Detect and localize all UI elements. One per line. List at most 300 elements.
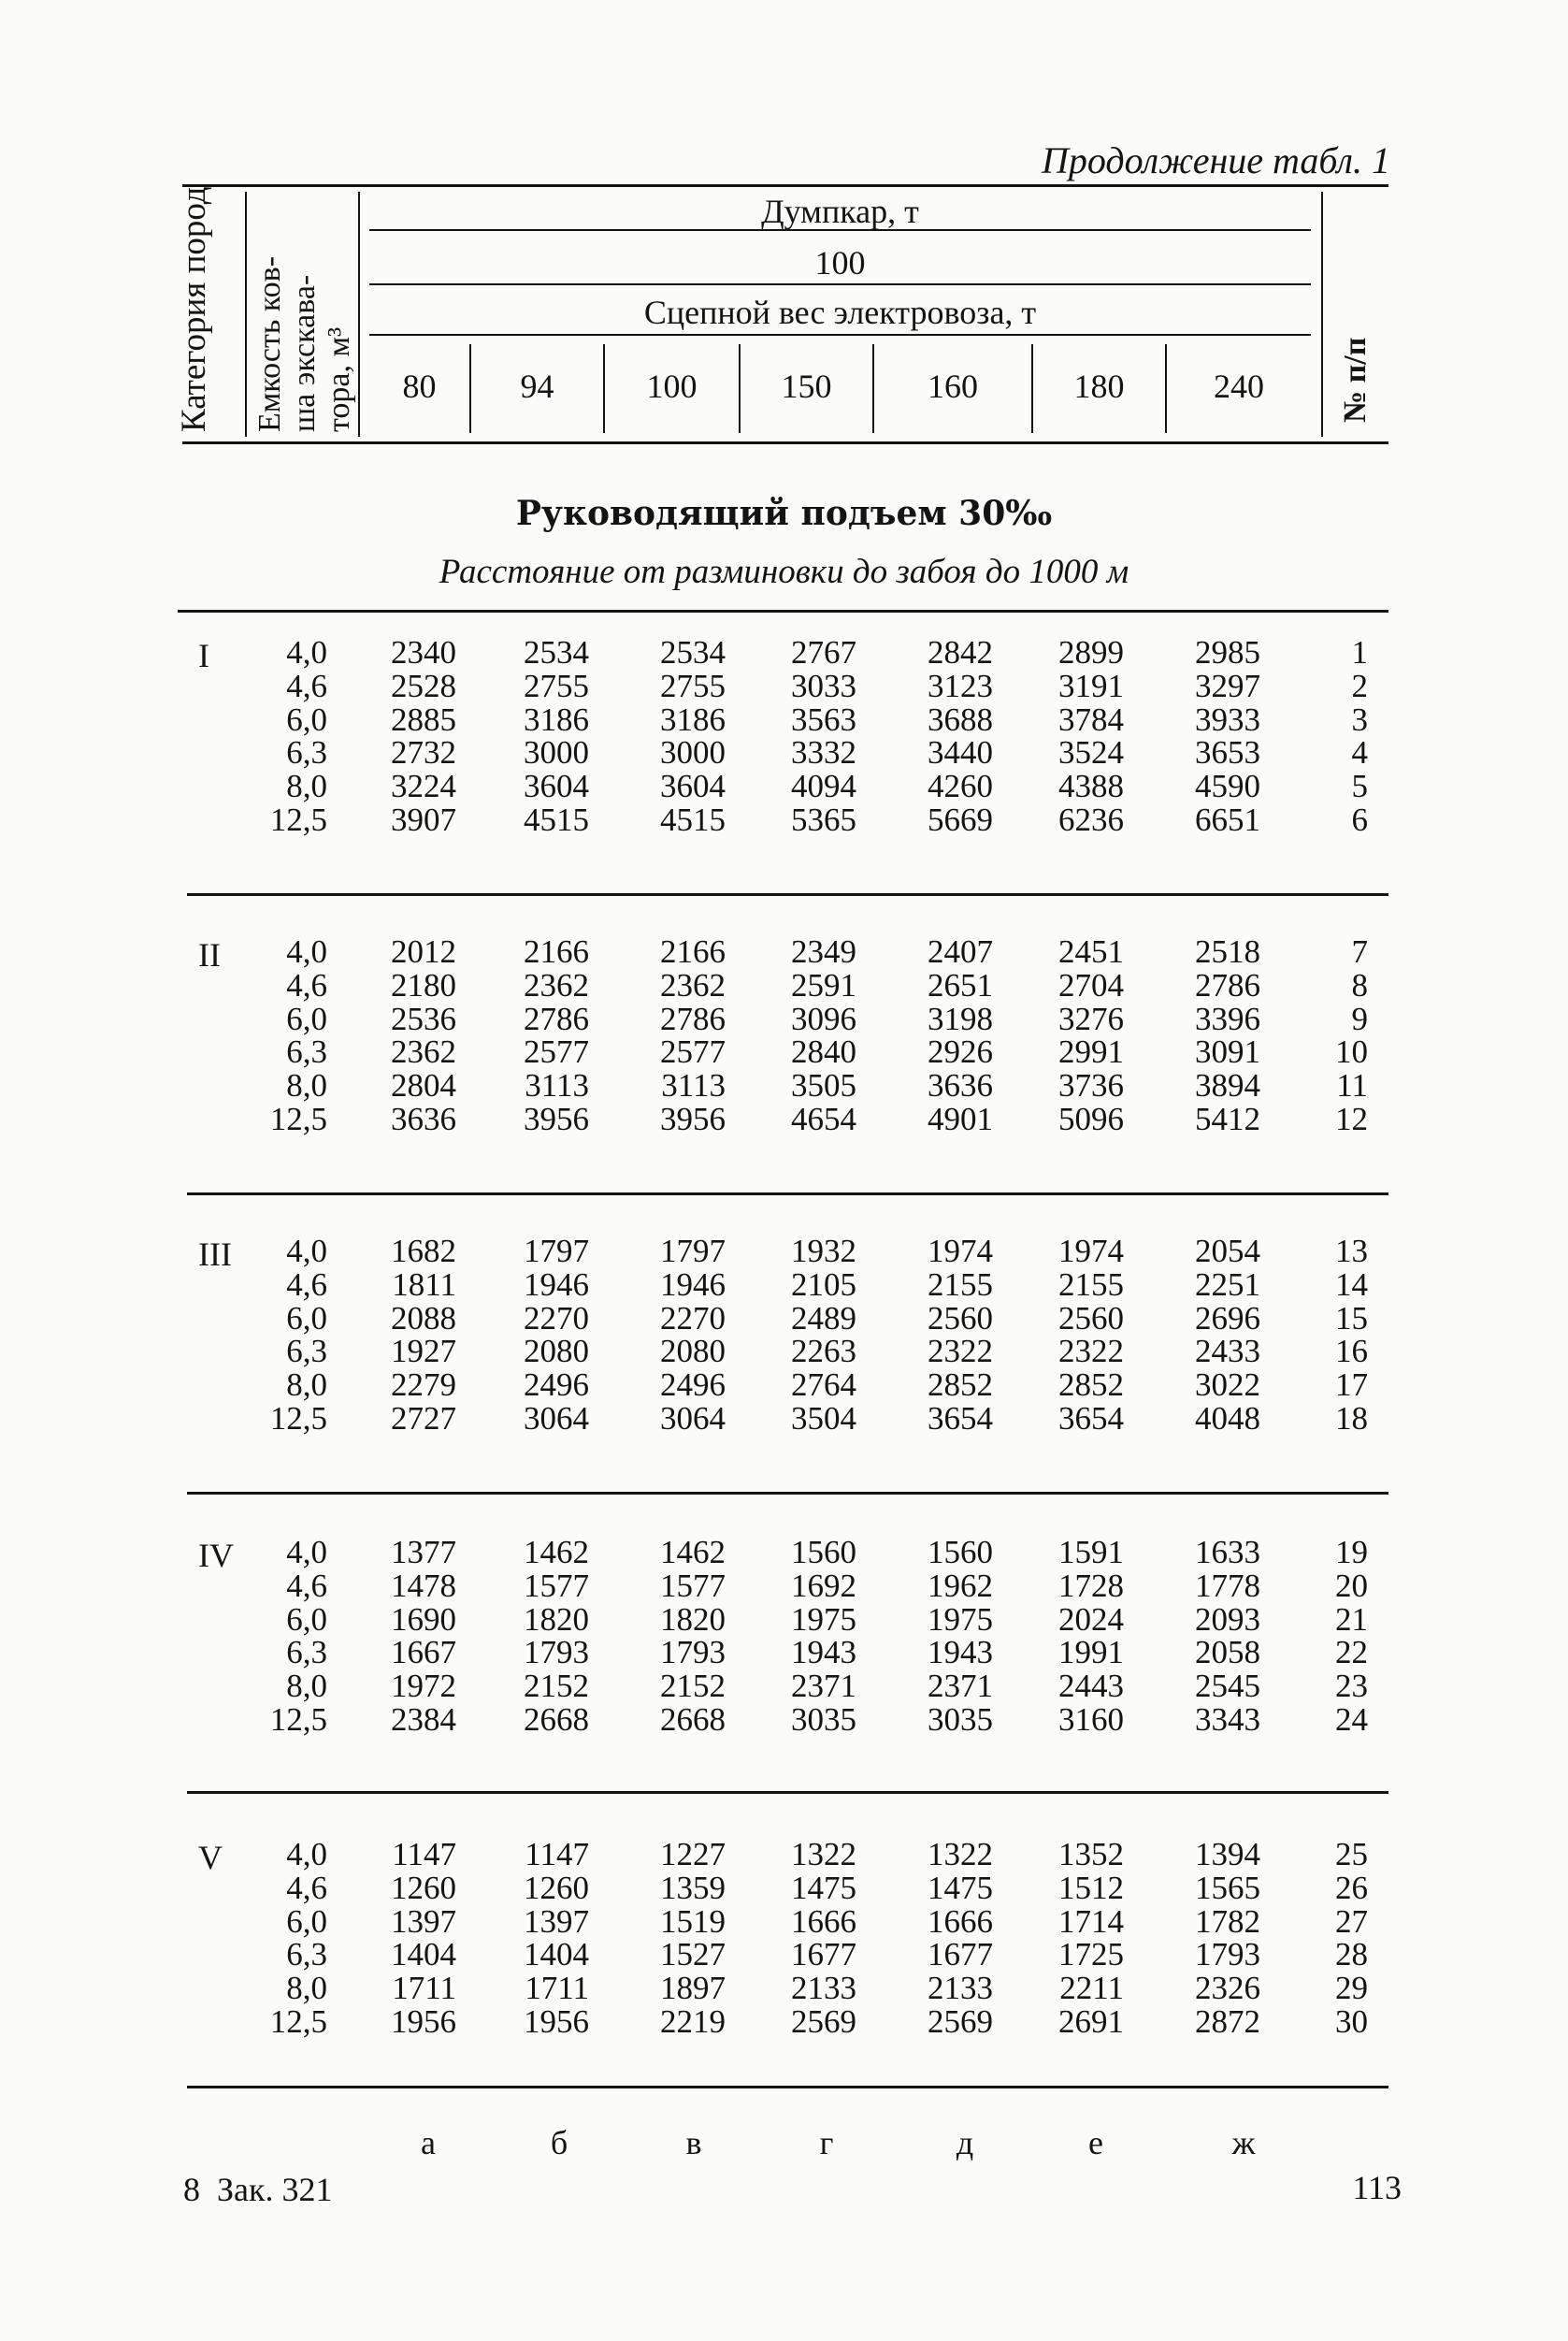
value-cell: 1227 xyxy=(660,1836,726,1872)
value-cell: 1633 xyxy=(1195,1534,1260,1570)
header-category: Категория пород xyxy=(175,186,213,432)
value-cell: 1560 xyxy=(928,1534,993,1570)
value-cell: 2591 xyxy=(791,966,856,1004)
value-cell: 1811 xyxy=(392,1265,456,1303)
value-cell: 2755 xyxy=(660,667,726,704)
capacity-cell: 8,0 xyxy=(286,1668,327,1705)
value-cell: 4515 xyxy=(524,802,589,838)
value-cell: 4260 xyxy=(928,768,993,805)
value-cell: 2569 xyxy=(928,2003,993,2040)
value-cell: 2534 xyxy=(660,634,726,671)
capacity-cell: 6,3 xyxy=(286,1033,327,1071)
value-cell: 4388 xyxy=(1058,768,1124,805)
column-letter: г xyxy=(819,2124,834,2161)
value-cell: 1820 xyxy=(660,1600,726,1638)
header-capacity-line-3: тора, м³ xyxy=(322,326,356,432)
column-letter: б xyxy=(550,2124,568,2161)
capacity-cell: 8,0 xyxy=(286,1067,327,1105)
value-cell: 3022 xyxy=(1195,1366,1260,1404)
value-cell: 3297 xyxy=(1195,667,1260,704)
value-cell: 1527 xyxy=(660,1936,726,1973)
value-cell: 1565 xyxy=(1195,1869,1260,1906)
column-letter: е xyxy=(1088,2124,1103,2161)
value-cell: 1591 xyxy=(1058,1534,1124,1570)
table-caption: Продолжение табл. 1 xyxy=(1041,139,1390,181)
value-cell: 3035 xyxy=(928,1701,993,1738)
value-cell: 1797 xyxy=(524,1233,589,1269)
value-cell: 1512 xyxy=(1058,1869,1124,1906)
value-cell: 1394 xyxy=(1195,1836,1260,1872)
header-loco-weight: Сцепной вес электровоза, т xyxy=(643,294,1037,331)
value-cell: 3736 xyxy=(1058,1067,1124,1105)
value-cell: 2755 xyxy=(524,667,589,704)
value-cell: 2691 xyxy=(1058,2003,1124,2040)
row-number: 22 xyxy=(1335,1634,1368,1671)
group-rule-1 xyxy=(178,610,1388,613)
value-cell: 1897 xyxy=(660,1970,726,2007)
value-cell: 5669 xyxy=(928,802,993,838)
value-cell: 2362 xyxy=(524,966,589,1004)
value-cell: 2872 xyxy=(1195,2003,1260,2040)
value-cell: 3956 xyxy=(660,1101,726,1137)
value-cell: 2279 xyxy=(391,1366,456,1404)
row-number: 28 xyxy=(1335,1936,1368,1973)
value-cell: 1666 xyxy=(791,1902,856,1940)
value-cell: 1377 xyxy=(391,1534,456,1570)
value-cell: 2443 xyxy=(1058,1668,1124,1705)
value-cell: 2651 xyxy=(928,966,993,1004)
row-number: 19 xyxy=(1335,1534,1368,1570)
value-cell: 2786 xyxy=(1195,966,1260,1004)
row-number: 17 xyxy=(1335,1366,1368,1404)
value-cell: 3186 xyxy=(524,701,589,738)
weight-100: 100 xyxy=(646,368,698,405)
value-cell: 1404 xyxy=(524,1936,589,1973)
value-cell: 1462 xyxy=(524,1534,589,1570)
value-cell: 2024 xyxy=(1058,1600,1124,1638)
group-rule-6 xyxy=(187,2086,1388,2088)
value-cell: 2926 xyxy=(928,1033,993,1071)
value-cell: 1682 xyxy=(391,1233,456,1269)
capacity-cell: 4,0 xyxy=(286,634,327,671)
header-capacity xyxy=(252,189,356,432)
row-number: 1 xyxy=(1351,634,1368,671)
capacity-cell: 12,5 xyxy=(269,2003,327,2040)
value-cell: 1260 xyxy=(391,1869,456,1906)
capacity-cell: 6,3 xyxy=(286,1333,327,1370)
column-letter: а xyxy=(421,2124,436,2161)
value-cell: 2152 xyxy=(524,1668,589,1705)
value-cell: 2322 xyxy=(928,1333,993,1370)
value-cell: 1793 xyxy=(1195,1936,1260,1973)
value-cell: 2270 xyxy=(524,1299,589,1337)
value-cell: 1725 xyxy=(1058,1936,1124,1973)
value-cell: 2786 xyxy=(660,1000,726,1037)
header-dumpcar: Думпкар, т xyxy=(761,193,919,230)
header-capacity-line-1: Емкость ков- xyxy=(252,255,287,432)
value-cell: 6651 xyxy=(1195,802,1260,838)
value-cell: 2569 xyxy=(791,2003,856,2040)
value-cell: 2852 xyxy=(1058,1366,1124,1404)
value-cell: 1692 xyxy=(791,1567,856,1604)
value-cell: 1404 xyxy=(391,1936,456,1973)
capacity-cell: 4,6 xyxy=(286,966,327,1004)
weight-180: 180 xyxy=(1073,368,1125,405)
weight-240: 240 xyxy=(1214,368,1264,405)
value-cell: 2180 xyxy=(391,966,456,1004)
value-cell: 1690 xyxy=(391,1600,456,1638)
value-cell: 5096 xyxy=(1058,1101,1124,1137)
value-cell: 1260 xyxy=(524,1869,589,1906)
value-cell: 1962 xyxy=(928,1567,993,1604)
row-number: 27 xyxy=(1335,1902,1368,1940)
value-cell: 3894 xyxy=(1195,1067,1260,1105)
section-title: Руководящий подъем 30‰ xyxy=(515,494,1053,533)
header-dumpcar-value: 100 xyxy=(814,244,866,282)
value-cell: 3956 xyxy=(524,1101,589,1137)
category-label: V xyxy=(198,1839,223,1876)
header-value-rule xyxy=(369,283,1311,285)
section-subtitle: Расстояние от разминовки до забоя до 1000 м xyxy=(439,553,1129,591)
value-cell: 4515 xyxy=(660,802,726,838)
capacity-cell: 12,5 xyxy=(269,802,327,838)
weight-94: 94 xyxy=(520,368,554,405)
value-cell: 3186 xyxy=(660,701,726,738)
value-cell: 3096 xyxy=(791,1000,856,1037)
capacity-cell: 6,3 xyxy=(286,1634,327,1671)
value-cell: 2058 xyxy=(1195,1634,1260,1671)
value-cell: 2012 xyxy=(391,933,456,970)
value-cell: 4901 xyxy=(928,1101,993,1137)
value-cell: 2371 xyxy=(928,1668,993,1705)
value-cell: 2322 xyxy=(1058,1333,1124,1370)
value-cell: 1793 xyxy=(524,1634,589,1671)
value-cell: 2496 xyxy=(524,1366,589,1404)
value-cell: 3035 xyxy=(791,1701,856,1738)
value-cell: 3505 xyxy=(791,1067,856,1105)
value-cell: 1778 xyxy=(1195,1567,1260,1604)
value-cell: 2340 xyxy=(391,634,456,671)
value-cell: 2133 xyxy=(928,1970,993,2007)
value-cell: 3276 xyxy=(1058,1000,1124,1037)
capacity-cell: 4,6 xyxy=(286,1567,327,1604)
value-cell: 4590 xyxy=(1195,768,1260,805)
value-cell: 2899 xyxy=(1058,634,1124,671)
value-cell: 1974 xyxy=(928,1233,993,1269)
value-cell: 1397 xyxy=(391,1902,456,1940)
value-cell: 2560 xyxy=(928,1299,993,1337)
value-cell: 3160 xyxy=(1058,1701,1124,1738)
value-cell: 3064 xyxy=(524,1400,589,1437)
value-cell: 3563 xyxy=(791,701,856,738)
value-cell: 1714 xyxy=(1058,1902,1124,1940)
value-cell: 2326 xyxy=(1195,1970,1260,2007)
value-cell: 1956 xyxy=(391,2003,456,2040)
row-number: 20 xyxy=(1335,1567,1368,1604)
value-cell: 2105 xyxy=(791,1265,856,1303)
value-cell: 1352 xyxy=(1058,1836,1124,1872)
value-cell: 2155 xyxy=(1058,1265,1124,1303)
value-cell: 1975 xyxy=(791,1600,856,1638)
row-number: 16 xyxy=(1335,1333,1368,1370)
value-cell: 2362 xyxy=(391,1033,456,1071)
value-cell: 1946 xyxy=(660,1265,726,1303)
value-cell: 3784 xyxy=(1058,701,1124,738)
value-cell: 3688 xyxy=(928,701,993,738)
value-cell: 3604 xyxy=(660,768,726,805)
page-number: 113 xyxy=(1352,2169,1402,2206)
value-cell: 3440 xyxy=(928,734,993,772)
value-cell: 2155 xyxy=(928,1265,993,1303)
value-cell: 2489 xyxy=(791,1299,856,1337)
value-cell: 1943 xyxy=(791,1634,856,1671)
group-rule-3 xyxy=(187,1192,1388,1195)
value-cell: 1943 xyxy=(928,1634,993,1671)
footer-order: 8 Зак. 321 xyxy=(183,2171,333,2208)
capacity-cell: 4,6 xyxy=(286,1265,327,1303)
value-cell: 3064 xyxy=(660,1400,726,1437)
value-cell: 2496 xyxy=(660,1366,726,1404)
value-cell: 2560 xyxy=(1058,1299,1124,1337)
value-cell: 3524 xyxy=(1058,734,1124,772)
capacity-cell: 4,6 xyxy=(286,1869,327,1906)
value-cell: 1560 xyxy=(791,1534,856,1570)
value-cell: 1956 xyxy=(524,2003,589,2040)
row-number: 5 xyxy=(1351,768,1368,805)
value-cell: 2528 xyxy=(391,667,456,704)
value-cell: 2166 xyxy=(660,933,726,970)
value-cell: 2270 xyxy=(660,1299,726,1337)
capacity-cell: 6,3 xyxy=(286,734,327,772)
row-number: 7 xyxy=(1351,933,1368,970)
value-cell: 2704 xyxy=(1058,966,1124,1004)
header-top-rule xyxy=(182,184,1388,187)
value-cell: 1946 xyxy=(524,1265,589,1303)
row-number: 13 xyxy=(1335,1233,1368,1269)
row-number: 3 xyxy=(1351,701,1368,738)
category-label: II xyxy=(198,936,221,974)
value-cell: 2885 xyxy=(391,701,456,738)
value-cell: 2362 xyxy=(660,966,726,1004)
value-cell: 1322 xyxy=(791,1836,856,1872)
value-cell: 1975 xyxy=(928,1600,993,1638)
row-number: 6 xyxy=(1351,802,1368,838)
capacity-cell: 4,0 xyxy=(286,1233,327,1269)
weight-80: 80 xyxy=(402,368,437,405)
value-cell: 1927 xyxy=(391,1333,456,1370)
capacity-cell: 6,0 xyxy=(286,1299,327,1337)
capacity-cell: 6,0 xyxy=(286,1600,327,1638)
value-cell: 1475 xyxy=(928,1869,993,1906)
value-cell: 2054 xyxy=(1195,1233,1260,1269)
capacity-cell: 4,0 xyxy=(286,1836,327,1872)
capacity-cell: 6,0 xyxy=(286,1902,327,1940)
value-cell: 2371 xyxy=(791,1668,856,1705)
value-cell: 3033 xyxy=(791,667,856,704)
value-cell: 3396 xyxy=(1195,1000,1260,1037)
value-cell: 1782 xyxy=(1195,1902,1260,1940)
header-bottom-rule xyxy=(182,441,1388,444)
row-number: 2 xyxy=(1351,667,1368,704)
value-cell: 1991 xyxy=(1058,1634,1124,1671)
value-cell: 3113 xyxy=(525,1067,589,1105)
row-number: 8 xyxy=(1351,966,1368,1004)
value-cell: 2152 xyxy=(660,1668,726,1705)
value-cell: 1478 xyxy=(391,1567,456,1604)
value-cell: 1519 xyxy=(660,1902,726,1940)
group-rule-4 xyxy=(187,1492,1388,1495)
value-cell: 2804 xyxy=(391,1067,456,1105)
value-cell: 2166 xyxy=(524,933,589,970)
value-cell: 2518 xyxy=(1195,933,1260,970)
header-capacity-line-2: ша экскава- xyxy=(287,274,322,432)
value-cell: 2536 xyxy=(391,1000,456,1037)
value-cell: 1147 xyxy=(392,1836,456,1872)
value-cell: 3636 xyxy=(928,1067,993,1105)
header-row-number: № п/п xyxy=(1338,337,1373,423)
row-number: 18 xyxy=(1335,1400,1368,1437)
value-cell: 3933 xyxy=(1195,701,1260,738)
row-number: 25 xyxy=(1335,1836,1368,1872)
value-cell: 3654 xyxy=(928,1400,993,1437)
row-number: 30 xyxy=(1335,2003,1368,2040)
capacity-cell: 12,5 xyxy=(269,1701,327,1738)
value-cell: 1711 xyxy=(392,1970,456,2007)
value-cell: 3000 xyxy=(660,734,726,772)
value-cell: 2349 xyxy=(791,933,856,970)
header-divider-3 xyxy=(1321,192,1323,437)
value-cell: 3224 xyxy=(391,768,456,805)
value-cell: 1932 xyxy=(791,1233,856,1269)
value-cell: 2088 xyxy=(391,1299,456,1337)
category-label: IV xyxy=(198,1537,234,1574)
value-cell: 1728 xyxy=(1058,1567,1124,1604)
value-cell: 1397 xyxy=(524,1902,589,1940)
value-cell: 1666 xyxy=(928,1902,993,1940)
row-number: 11 xyxy=(1336,1067,1368,1105)
category-label: III xyxy=(198,1236,232,1273)
row-number: 21 xyxy=(1335,1600,1368,1638)
value-cell: 1667 xyxy=(391,1634,456,1671)
value-cell: 3636 xyxy=(391,1101,456,1137)
row-number: 4 xyxy=(1351,734,1368,772)
value-cell: 2764 xyxy=(791,1366,856,1404)
value-cell: 2767 xyxy=(791,634,856,671)
value-cell: 2732 xyxy=(391,734,456,772)
value-cell: 2852 xyxy=(928,1366,993,1404)
row-number: 29 xyxy=(1335,1970,1368,2007)
weight-160: 160 xyxy=(928,368,978,405)
value-cell: 2577 xyxy=(660,1033,726,1071)
value-cell: 3654 xyxy=(1058,1400,1124,1437)
value-cell: 2384 xyxy=(391,1701,456,1738)
group-rule-2 xyxy=(187,893,1388,896)
weight-150: 150 xyxy=(781,368,832,405)
value-cell: 3123 xyxy=(928,667,993,704)
value-cell: 2433 xyxy=(1195,1333,1260,1370)
value-cell: 1797 xyxy=(660,1233,726,1269)
value-cell: 3198 xyxy=(928,1000,993,1037)
value-cell: 2211 xyxy=(1059,1970,1124,2007)
capacity-cell: 4,0 xyxy=(286,933,327,970)
value-cell: 1322 xyxy=(928,1836,993,1872)
value-cell: 2786 xyxy=(524,1000,589,1037)
value-cell: 2991 xyxy=(1058,1033,1124,1071)
capacity-cell: 4,6 xyxy=(286,667,327,704)
value-cell: 1359 xyxy=(660,1869,726,1906)
value-cell: 3653 xyxy=(1195,734,1260,772)
value-cell: 1820 xyxy=(524,1600,589,1638)
row-number: 9 xyxy=(1351,1000,1368,1037)
value-cell: 1974 xyxy=(1058,1233,1124,1269)
value-cell: 1793 xyxy=(660,1634,726,1671)
value-cell: 2668 xyxy=(660,1701,726,1738)
value-cell: 5365 xyxy=(791,802,856,838)
value-cell: 3504 xyxy=(791,1400,856,1437)
value-cell: 2842 xyxy=(928,634,993,671)
value-cell: 2263 xyxy=(791,1333,856,1370)
value-cell: 3343 xyxy=(1195,1701,1260,1738)
value-cell: 3000 xyxy=(524,734,589,772)
value-cell: 2985 xyxy=(1195,634,1260,671)
row-number: 14 xyxy=(1335,1265,1368,1303)
value-cell: 2668 xyxy=(524,1701,589,1738)
value-cell: 1577 xyxy=(524,1567,589,1604)
value-cell: 1677 xyxy=(928,1936,993,1973)
header-divider-2 xyxy=(358,192,360,437)
value-cell: 4654 xyxy=(791,1101,856,1137)
value-cell: 2251 xyxy=(1195,1265,1260,1303)
header-loco-rule xyxy=(369,334,1311,336)
value-cell: 1147 xyxy=(525,1836,589,1872)
value-cell: 2727 xyxy=(391,1400,456,1437)
row-number: 10 xyxy=(1335,1033,1368,1071)
capacity-cell: 4,0 xyxy=(286,1534,327,1570)
category-label: I xyxy=(198,637,209,674)
value-cell: 3113 xyxy=(661,1067,726,1105)
value-cell: 5412 xyxy=(1195,1101,1260,1137)
capacity-cell: 12,5 xyxy=(269,1400,327,1437)
value-cell: 2219 xyxy=(660,2003,726,2040)
column-letter: в xyxy=(685,2124,702,2161)
value-cell: 2080 xyxy=(524,1333,589,1370)
group-rule-5 xyxy=(187,1791,1388,1794)
value-cell: 2451 xyxy=(1058,933,1124,970)
value-cell: 4048 xyxy=(1195,1400,1260,1437)
row-number: 23 xyxy=(1335,1668,1368,1705)
value-cell: 6236 xyxy=(1058,802,1124,838)
value-cell: 4094 xyxy=(791,768,856,805)
header-divider-1 xyxy=(245,192,247,437)
value-cell: 1462 xyxy=(660,1534,726,1570)
value-cell: 1711 xyxy=(525,1970,589,2007)
capacity-cell: 8,0 xyxy=(286,1970,327,2007)
value-cell: 2696 xyxy=(1195,1299,1260,1337)
value-cell: 3191 xyxy=(1058,667,1124,704)
column-letter: ж xyxy=(1231,2124,1256,2161)
value-cell: 2080 xyxy=(660,1333,726,1370)
value-cell: 1577 xyxy=(660,1567,726,1604)
row-number: 12 xyxy=(1335,1101,1368,1137)
value-cell: 2133 xyxy=(791,1970,856,2007)
value-cell: 3091 xyxy=(1195,1033,1260,1071)
capacity-cell: 8,0 xyxy=(286,768,327,805)
row-number: 15 xyxy=(1335,1299,1368,1337)
column-letter: д xyxy=(956,2124,974,2161)
value-cell: 2545 xyxy=(1195,1668,1260,1705)
capacity-cell: 12,5 xyxy=(269,1101,327,1137)
capacity-cell: 6,0 xyxy=(286,701,327,738)
